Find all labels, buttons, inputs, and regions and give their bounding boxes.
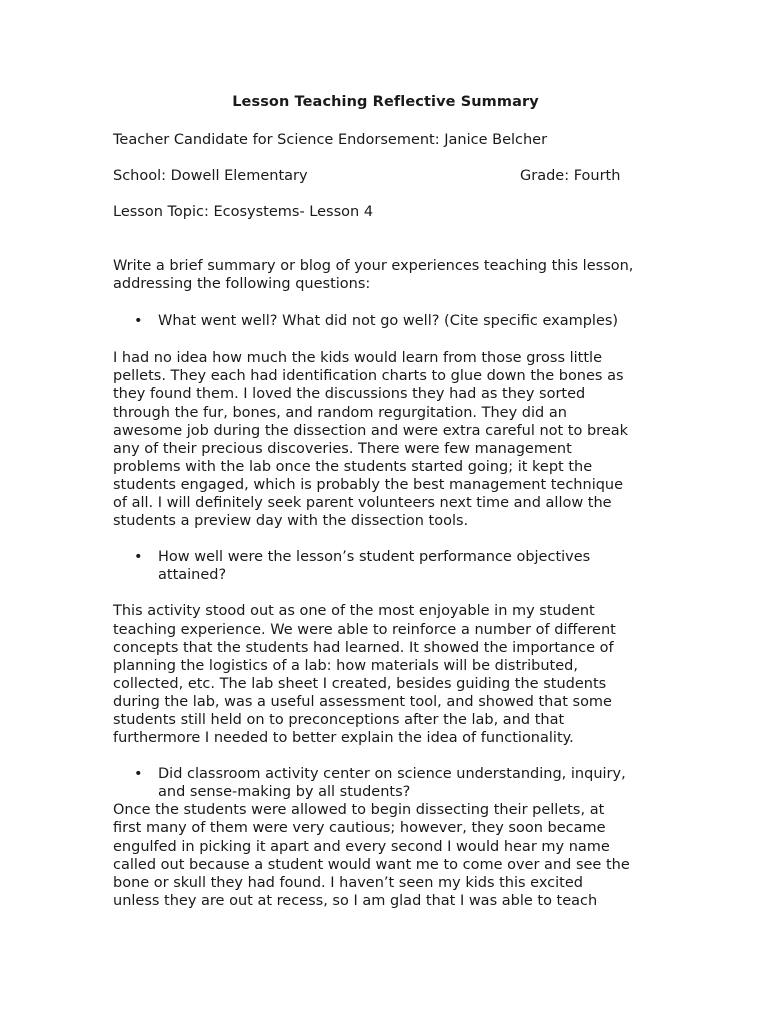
question-text: How well were the lesson’s student performance objectives: [158, 549, 591, 566]
bullet-icon: •: [134, 766, 143, 783]
text-line: problems with the lab once the students started going; it kept the: [113, 458, 593, 475]
question-bullet-3: [113, 765, 658, 801]
lesson-topic-line: Lesson Topic: Ecosystems- Lesson 4: [113, 204, 374, 220]
question-text: Did classroom activity center on science understanding, inquiry,: [158, 766, 626, 783]
text-line: concepts that the students had learned. It showed the importance of: [113, 639, 614, 656]
bullet-icon: •: [134, 549, 143, 566]
text-line: students a preview day with the dissection tools.: [113, 513, 469, 530]
text-line: pellets. They each had identification charts to glue down the bones as: [113, 368, 624, 385]
text-line: Once the students were allowed to begin dissecting their pellets, at: [113, 802, 605, 819]
question-bullet-2: [113, 548, 658, 584]
text-line: students engaged, which is probably the best management technique: [113, 476, 624, 493]
document-body: [113, 92, 658, 910]
text-line: furthermore I needed to better explain the idea of functionality.: [113, 730, 574, 747]
teacher-candidate-line: Teacher Candidate for Science Endorsement: Janice Belcher: [113, 132, 548, 148]
text-line: students still held on to preconceptions after the lab, and that: [113, 711, 565, 728]
text-line: bone or skull they had found. I haven’t seen my kids this excited: [113, 874, 583, 891]
text-line: they found them. I loved the discussions they had as they sorted: [113, 386, 586, 403]
text-line: any of their precious discoveries. There were few management: [113, 440, 572, 457]
instructions-paragraph: [113, 257, 658, 293]
answer-paragraph-3: [113, 801, 658, 910]
bullet-icon: •: [134, 313, 143, 330]
text-line: called out because a student would want me to come over and see the: [113, 856, 630, 873]
grade-label: Grade: Fourth: [520, 168, 621, 184]
text-line: teaching experience. We were able to reinforce a number of different: [113, 621, 616, 638]
document-title: Lesson Teaching Reflective Summary: [232, 94, 539, 110]
answer-paragraph-2: [113, 602, 658, 747]
question-text: What went well? What did not go well? (Cite specific examples): [158, 313, 619, 330]
question-bullet-1: [113, 312, 658, 330]
text-line: I had no idea how much the kids would learn from those gross little: [113, 350, 603, 367]
text-line: first many of them were very cautious; however, they soon became: [113, 820, 606, 837]
school-grade-line: [113, 167, 658, 185]
question-text: and sense-making by all students?: [158, 784, 411, 801]
text-line: collected, etc. The lab sheet I created, besides guiding the students: [113, 675, 607, 692]
text-line: through the fur, bones, and random regurgitation. They did an: [113, 404, 567, 421]
text-line: engulfed in picking it apart and every second I would hear my name: [113, 838, 610, 855]
answer-paragraph-1: [113, 349, 658, 530]
text-line: planning the logistics of a lab: how materials will be distributed,: [113, 657, 578, 674]
school-label: School: Dowell Elementary: [113, 168, 308, 184]
text-line: awesome job during the dissection and were extra careful not to break: [113, 422, 629, 439]
text-line: of all. I will definitely seek parent volunteers next time and allow the: [113, 495, 612, 512]
text-line: This activity stood out as one of the most enjoyable in my student: [113, 603, 595, 620]
text-line: unless they are out at recess, so I am glad that I was able to teach: [113, 892, 598, 909]
text-line: addressing the following questions:: [113, 276, 371, 293]
question-text: attained?: [158, 567, 227, 584]
text-line: during the lab, was a useful assessment tool, and showed that some: [113, 693, 612, 710]
text-line: Write a brief summary or blog of your experiences teaching this lesson,: [113, 258, 634, 274]
